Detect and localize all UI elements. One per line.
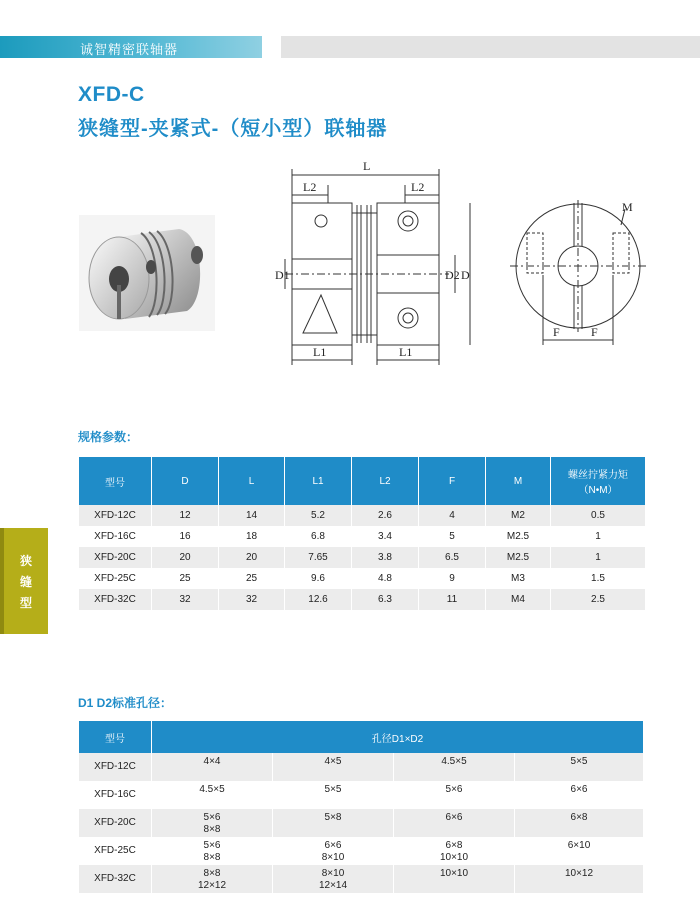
side-tab-char-3: 型 [19, 596, 32, 610]
spec-header-torque-unit: （N•M） [578, 485, 618, 496]
table-cell: 6.5 [419, 547, 485, 568]
bore-size-value: 4×5 [324, 756, 342, 767]
spec-header-row [79, 457, 645, 505]
dim-label-L: L [363, 159, 371, 173]
technical-drawing [265, 155, 675, 370]
dim-label-D1: D1 [275, 268, 290, 282]
bore-size-cell [152, 837, 272, 865]
spec-header-model: 型号 [79, 457, 151, 505]
bore-size-value: 10×10 [439, 852, 469, 863]
spec-header-d: D [152, 457, 218, 505]
table-cell: 5.2 [285, 505, 351, 526]
table-cell: 25 [219, 568, 284, 589]
table-row [79, 809, 643, 837]
table-cell: 11 [419, 589, 485, 610]
bore-size-value: 8×10 [321, 868, 345, 879]
table-cell: 4.8 [352, 568, 418, 589]
table-cell: 32 [152, 589, 218, 610]
dim-label-D: D [461, 268, 470, 282]
table-cell: 2.5 [551, 589, 645, 610]
bore-size-cell [273, 865, 393, 893]
table-cell: 9.6 [285, 568, 351, 589]
side-tab-char-2: 缝 [19, 575, 32, 589]
brand-name: 诚智精密联轴器 [80, 42, 179, 57]
table-cell: M3 [486, 568, 550, 589]
bore-size-cell [273, 753, 393, 781]
bore-size-value: 6×8 [570, 812, 588, 823]
bore-size-value: 4.5×5 [441, 756, 467, 767]
table-cell: 25 [152, 568, 218, 589]
side-tab-char-1: 狭 [19, 554, 32, 568]
table-cell: M2 [486, 505, 550, 526]
table-row [79, 547, 645, 568]
dim-label-M: M [622, 200, 633, 214]
table-cell: XFD-12C [79, 505, 151, 526]
bore-size-cell [394, 753, 514, 781]
bore-size-cell [515, 809, 643, 837]
spec-header-l1: L1 [285, 457, 351, 505]
dim-label-L1-left: L1 [313, 345, 327, 359]
dim-label-L2-right: L2 [411, 180, 425, 194]
table-cell: 12 [152, 505, 218, 526]
bore-size-value: 5×6 [203, 840, 221, 851]
table-row [79, 865, 643, 893]
bore-size-value: 6×6 [445, 812, 463, 823]
table-cell: XFD-25C [79, 568, 151, 589]
table-row [79, 837, 643, 865]
table-row [79, 753, 643, 781]
bore-header-diameter: 孔径D1×D2 [152, 721, 643, 753]
table-cell: 7.65 [285, 547, 351, 568]
bore-size-value: 8×8 [203, 824, 221, 835]
bore-size-value: 5×5 [570, 756, 588, 767]
table-cell: 16 [152, 526, 218, 547]
table-cell: XFD-16C [79, 526, 151, 547]
bore-size-value: 10×12 [564, 868, 594, 879]
bore-size-value: 6×10 [567, 840, 591, 851]
bore-size-cell [394, 865, 514, 893]
table-cell: M4 [486, 589, 550, 610]
spec-section-label: 规格参数： [78, 430, 139, 444]
table-cell: XFD-20C [79, 547, 151, 568]
table-cell: 20 [219, 547, 284, 568]
dim-label-L1-right: L1 [399, 345, 413, 359]
bore-size-cell [152, 865, 272, 893]
bore-size-value: 5×6 [445, 784, 463, 795]
bore-size-cell [152, 781, 272, 809]
dim-label-F-right: F [591, 325, 598, 339]
bore-size-cell [394, 837, 514, 865]
bore-size-value: 6×8 [445, 840, 463, 851]
category-side-tab [0, 528, 48, 634]
bore-size-value: 12×14 [318, 880, 348, 891]
table-cell: 4 [419, 505, 485, 526]
bore-size-value: 8×10 [321, 852, 345, 863]
bore-size-cell [152, 809, 272, 837]
spec-header-torque-title: 螺丝拧紧力矩 [568, 470, 628, 481]
brand-banner [0, 36, 262, 58]
table-row [79, 589, 645, 610]
bore-size-value: 5×8 [324, 812, 342, 823]
table-cell: 1 [551, 547, 645, 568]
table-cell: 1 [551, 526, 645, 547]
bore-model-cell: XFD-25C [79, 837, 151, 865]
table-cell: 3.4 [352, 526, 418, 547]
table-cell: 6.8 [285, 526, 351, 547]
product-code: XFD-C [78, 83, 145, 106]
spec-header-l2: L2 [352, 457, 418, 505]
bore-header-model: 型号 [79, 721, 151, 753]
table-cell: 14 [219, 505, 284, 526]
spec-header-f: F [419, 457, 485, 505]
bore-size-cell [152, 753, 272, 781]
spec-header-l: L [219, 457, 284, 505]
bore-size-value: 8×8 [203, 868, 221, 879]
bore-section-label: D1 D2标准孔径： [78, 696, 173, 710]
dim-label-L2-left: L2 [303, 180, 317, 194]
bore-size-value: 4×4 [203, 756, 221, 767]
dim-label-F-left: F [553, 325, 560, 339]
bore-model-cell: XFD-12C [79, 753, 151, 781]
bore-header-row [79, 721, 643, 753]
table-row [79, 505, 645, 526]
bore-size-value: 8×8 [203, 852, 221, 863]
bore-size-value: 12×12 [197, 880, 227, 891]
bore-model-cell: XFD-32C [79, 865, 151, 893]
bore-size-cell [273, 781, 393, 809]
table-row [79, 526, 645, 547]
bore-size-value: 6×6 [570, 784, 588, 795]
bore-size-cell [394, 781, 514, 809]
table-cell: 2.6 [352, 505, 418, 526]
table-cell: 12.6 [285, 589, 351, 610]
dim-label-D2: D2 [445, 268, 460, 282]
table-cell: 5 [419, 526, 485, 547]
table-cell: 0.5 [551, 505, 645, 526]
table-cell: 6.3 [352, 589, 418, 610]
bore-model-cell: XFD-16C [79, 781, 151, 809]
table-cell: 32 [219, 589, 284, 610]
table-cell: M2.5 [486, 526, 550, 547]
bore-size-value: 10×10 [439, 868, 469, 879]
bore-size-cell [515, 781, 643, 809]
bore-size-value: 5×5 [324, 784, 342, 795]
bore-size-cell [515, 837, 643, 865]
table-cell: 1.5 [551, 568, 645, 589]
table-cell: M2.5 [486, 547, 550, 568]
product-photo [79, 215, 215, 331]
table-cell: XFD-32C [79, 589, 151, 610]
bore-size-cell [515, 753, 643, 781]
spec-header-torque [551, 457, 645, 505]
product-title: 狭缝型-夹紧式-（短小型）联轴器 [78, 118, 388, 140]
table-row [79, 781, 643, 809]
bore-size-cell [515, 865, 643, 893]
table-cell: 9 [419, 568, 485, 589]
table-cell: 3.8 [352, 547, 418, 568]
table-cell: 20 [152, 547, 218, 568]
table-cell: 18 [219, 526, 284, 547]
header-bar [281, 36, 700, 58]
bore-model-cell: XFD-20C [79, 809, 151, 837]
spec-table [78, 457, 646, 610]
bore-size-value: 4.5×5 [199, 784, 225, 795]
bore-size-value: 5×6 [203, 812, 221, 823]
bore-size-value: 6×6 [324, 840, 342, 851]
bore-size-cell [273, 837, 393, 865]
bore-size-cell [394, 809, 514, 837]
spec-header-m: M [486, 457, 550, 505]
table-row [79, 568, 645, 589]
bore-table [78, 721, 644, 893]
bore-size-cell [273, 809, 393, 837]
